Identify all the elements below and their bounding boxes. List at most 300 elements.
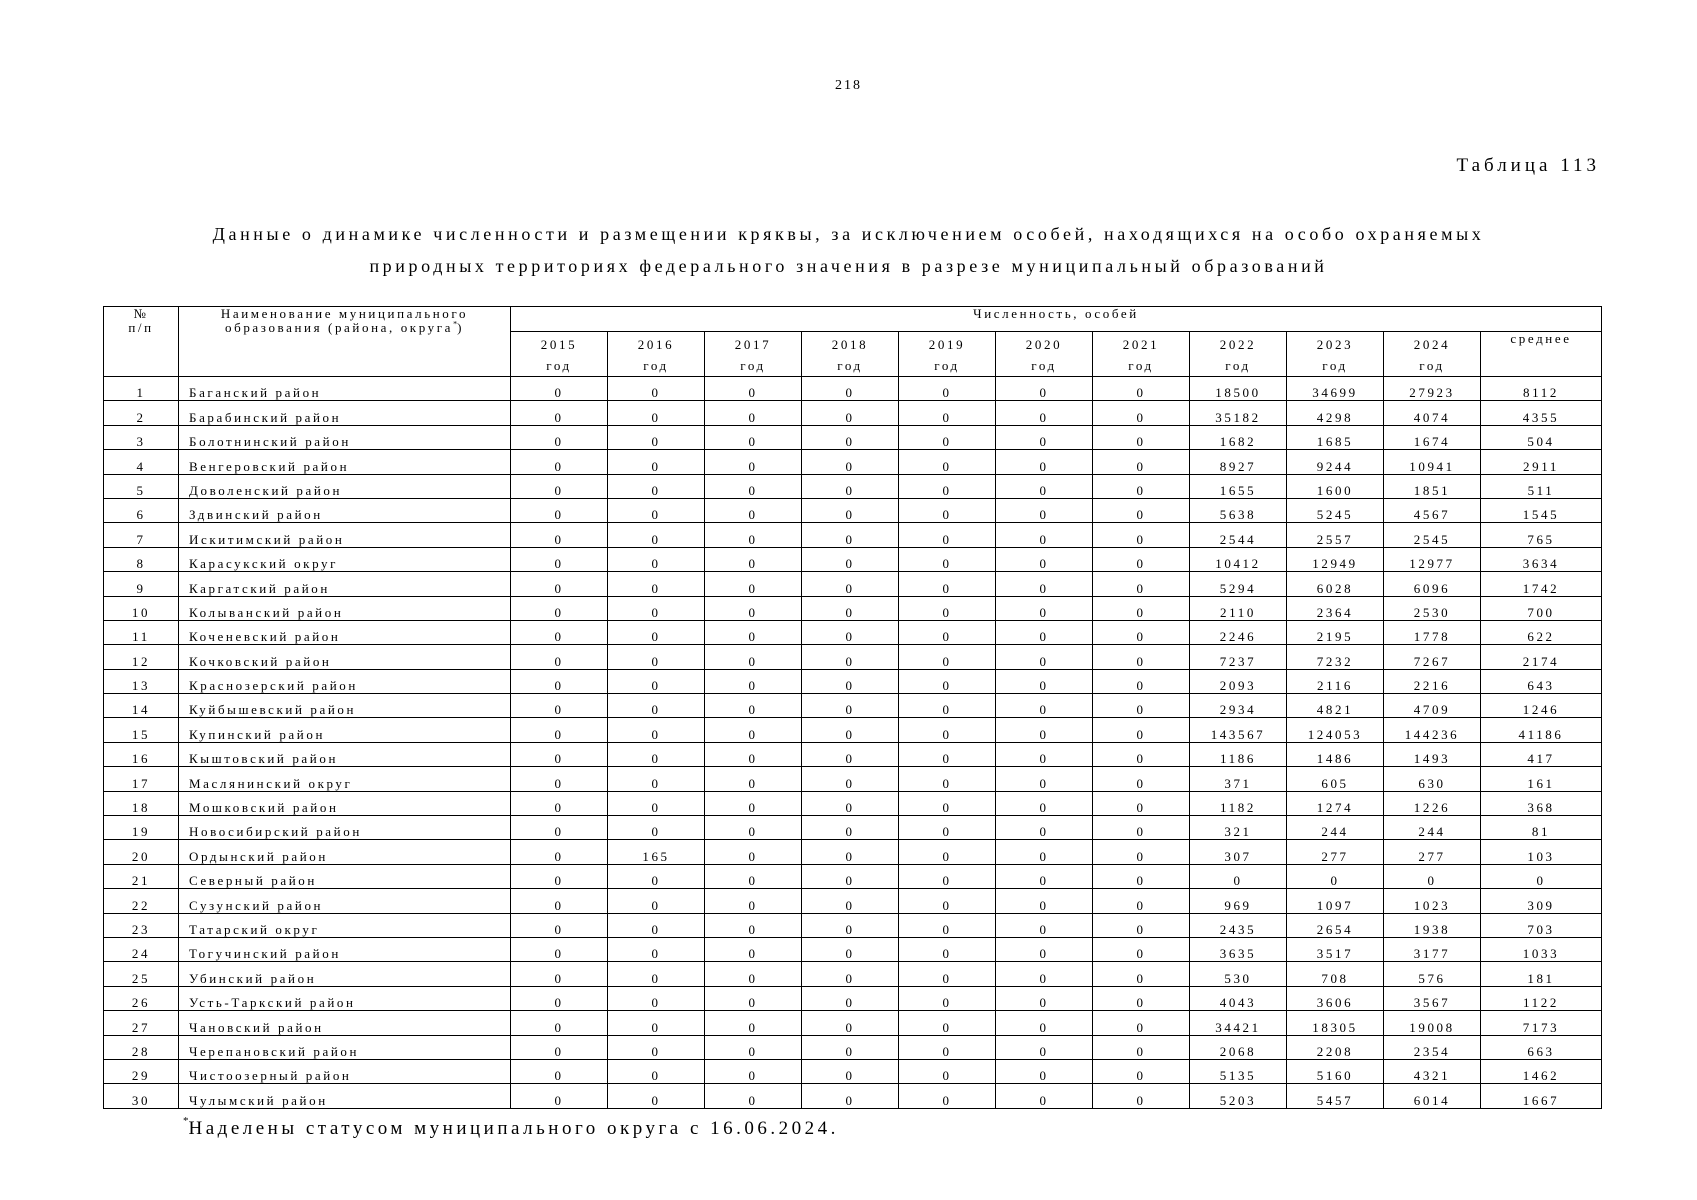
row-municipality-name: Венгеровский район	[179, 450, 511, 474]
row-number: 13	[104, 669, 179, 693]
row-value-2018: 0	[802, 816, 899, 840]
table-row	[104, 864, 1602, 888]
row-value-2019: 0	[899, 523, 996, 547]
row-value-2022: 2110	[1190, 596, 1287, 620]
row-value-2020: 0	[996, 401, 1093, 425]
row-value-2015: 0	[511, 620, 608, 644]
row-value-2021: 0	[1093, 498, 1190, 522]
row-value-2021: 0	[1093, 596, 1190, 620]
row-value-2020: 0	[996, 450, 1093, 474]
row-value-2016: 0	[608, 572, 705, 596]
row-municipality-name: Татарский округ	[179, 913, 511, 937]
row-value-2023: 244	[1287, 816, 1384, 840]
row-number: 30	[104, 1084, 179, 1108]
table-row	[104, 718, 1602, 742]
row-value-2019: 0	[899, 840, 996, 864]
row-value-2021: 0	[1093, 547, 1190, 571]
row-value-2015: 0	[511, 1011, 608, 1035]
row-average: 0	[1481, 864, 1602, 888]
row-value-2023: 4298	[1287, 401, 1384, 425]
row-value-2022: 2435	[1190, 913, 1287, 937]
row-value-2015: 0	[511, 1035, 608, 1059]
header-year-suffix: год	[1322, 358, 1348, 373]
row-number: 11	[104, 620, 179, 644]
header-year-suffix: год	[1225, 358, 1251, 373]
row-value-2022: 5638	[1190, 498, 1287, 522]
row-number: 19	[104, 816, 179, 840]
row-value-2019: 0	[899, 1011, 996, 1035]
row-value-2023: 124053	[1287, 718, 1384, 742]
row-value-2016: 0	[608, 547, 705, 571]
row-number: 12	[104, 645, 179, 669]
table-row	[104, 1035, 1602, 1059]
row-value-2024: 10941	[1384, 450, 1481, 474]
row-value-2017: 0	[705, 913, 802, 937]
row-value-2020: 0	[996, 816, 1093, 840]
row-value-2019: 0	[899, 425, 996, 449]
row-value-2016: 0	[608, 523, 705, 547]
header-year-2015	[511, 332, 608, 377]
row-average: 4355	[1481, 401, 1602, 425]
row-value-2023: 5245	[1287, 498, 1384, 522]
row-value-2020: 0	[996, 791, 1093, 815]
row-value-2019: 0	[899, 1059, 996, 1083]
table-row	[104, 694, 1602, 718]
row-number: 18	[104, 791, 179, 815]
row-average: 2911	[1481, 450, 1602, 474]
row-value-2016: 0	[608, 401, 705, 425]
header-number-line-1: №	[133, 306, 149, 321]
row-value-2018: 0	[802, 986, 899, 1010]
row-value-2021: 0	[1093, 425, 1190, 449]
document-title	[100, 218, 1597, 282]
row-value-2020: 0	[996, 620, 1093, 644]
row-value-2020: 0	[996, 1011, 1093, 1035]
header-year-2020	[996, 332, 1093, 377]
row-value-2021: 0	[1093, 523, 1190, 547]
row-value-2020: 0	[996, 913, 1093, 937]
row-value-2024: 4321	[1384, 1059, 1481, 1083]
row-value-2016: 0	[608, 864, 705, 888]
row-value-2018: 0	[802, 547, 899, 571]
row-value-2022: 2544	[1190, 523, 1287, 547]
row-value-2018: 0	[802, 474, 899, 498]
footnote-mark: *	[183, 1115, 189, 1127]
row-value-2024: 1023	[1384, 889, 1481, 913]
row-value-2020: 0	[996, 425, 1093, 449]
row-value-2024: 4709	[1384, 694, 1481, 718]
row-value-2023: 3606	[1287, 986, 1384, 1010]
row-value-2019: 0	[899, 767, 996, 791]
header-year-suffix: год	[1128, 358, 1154, 373]
row-value-2022: 371	[1190, 767, 1287, 791]
table-row	[104, 962, 1602, 986]
table-row	[104, 669, 1602, 693]
row-municipality-name: Искитимский район	[179, 523, 511, 547]
table-body	[104, 377, 1602, 1109]
row-value-2019: 0	[899, 645, 996, 669]
row-value-2020: 0	[996, 962, 1093, 986]
row-value-2018: 0	[802, 767, 899, 791]
row-value-2015: 0	[511, 791, 608, 815]
table-row	[104, 767, 1602, 791]
row-value-2019: 0	[899, 864, 996, 888]
row-value-2017: 0	[705, 450, 802, 474]
header-number-line-2: п/п	[128, 320, 154, 335]
row-value-2019: 0	[899, 450, 996, 474]
row-municipality-name: Северный район	[179, 864, 511, 888]
row-value-2019: 0	[899, 620, 996, 644]
table-row	[104, 547, 1602, 571]
row-value-2021: 0	[1093, 1035, 1190, 1059]
row-value-2016: 0	[608, 718, 705, 742]
table-row	[104, 1011, 1602, 1035]
row-value-2019: 0	[899, 694, 996, 718]
row-value-2022: 10412	[1190, 547, 1287, 571]
row-value-2016: 0	[608, 620, 705, 644]
row-value-2015: 0	[511, 450, 608, 474]
row-value-2022: 530	[1190, 962, 1287, 986]
row-value-2020: 0	[996, 889, 1093, 913]
row-value-2020: 0	[996, 986, 1093, 1010]
row-value-2022: 2246	[1190, 620, 1287, 644]
row-value-2017: 0	[705, 425, 802, 449]
row-average: 2174	[1481, 645, 1602, 669]
header-average: среднее	[1481, 332, 1602, 377]
row-value-2022: 5203	[1190, 1084, 1287, 1108]
row-value-2015: 0	[511, 1084, 608, 1108]
row-value-2019: 0	[899, 742, 996, 766]
row-value-2022: 2934	[1190, 694, 1287, 718]
row-value-2019: 0	[899, 962, 996, 986]
row-municipality-name: Кочковский район	[179, 645, 511, 669]
row-value-2022: 969	[1190, 889, 1287, 913]
header-year-2021	[1093, 332, 1190, 377]
row-number: 15	[104, 718, 179, 742]
row-value-2021: 0	[1093, 889, 1190, 913]
page-number: 218	[835, 78, 862, 93]
row-value-2015: 0	[511, 986, 608, 1010]
table-row	[104, 742, 1602, 766]
row-value-2024: 2530	[1384, 596, 1481, 620]
row-municipality-name: Новосибирский район	[179, 816, 511, 840]
row-number: 7	[104, 523, 179, 547]
row-value-2018: 0	[802, 913, 899, 937]
row-municipality-name: Баганский район	[179, 377, 511, 401]
row-municipality-name: Убинский район	[179, 962, 511, 986]
row-average: 103	[1481, 840, 1602, 864]
row-value-2016: 0	[608, 767, 705, 791]
row-value-2019: 0	[899, 498, 996, 522]
row-number: 26	[104, 986, 179, 1010]
row-value-2020: 0	[996, 377, 1093, 401]
row-value-2018: 0	[802, 1059, 899, 1083]
header-year-value: 2019	[928, 337, 966, 352]
row-average: 1122	[1481, 986, 1602, 1010]
header-year-value: 2017	[734, 337, 772, 352]
row-value-2018: 0	[802, 523, 899, 547]
row-value-2021: 0	[1093, 913, 1190, 937]
row-municipality-name: Ордынский район	[179, 840, 511, 864]
table-row	[104, 620, 1602, 644]
row-value-2016: 0	[608, 937, 705, 961]
row-value-2023: 2364	[1287, 596, 1384, 620]
row-value-2024: 7267	[1384, 645, 1481, 669]
row-value-2015: 0	[511, 718, 608, 742]
row-number: 6	[104, 498, 179, 522]
table-row	[104, 645, 1602, 669]
row-value-2018: 0	[802, 620, 899, 644]
row-number: 24	[104, 937, 179, 961]
row-value-2024: 2216	[1384, 669, 1481, 693]
row-value-2017: 0	[705, 889, 802, 913]
row-value-2019: 0	[899, 474, 996, 498]
row-value-2015: 0	[511, 498, 608, 522]
row-value-2020: 0	[996, 523, 1093, 547]
row-value-2023: 1600	[1287, 474, 1384, 498]
table-header	[104, 307, 1602, 377]
header-year-2024	[1384, 332, 1481, 377]
row-value-2018: 0	[802, 840, 899, 864]
footnote-text: Наделены статусом муниципального округа с 16.06.2024.	[188, 1118, 839, 1139]
row-value-2021: 0	[1093, 1011, 1190, 1035]
row-municipality-name: Коченевский район	[179, 620, 511, 644]
row-average: 700	[1481, 596, 1602, 620]
row-value-2021: 0	[1093, 718, 1190, 742]
row-value-2018: 0	[802, 596, 899, 620]
row-value-2023: 4821	[1287, 694, 1384, 718]
row-value-2018: 0	[802, 1011, 899, 1035]
row-value-2019: 0	[899, 669, 996, 693]
row-value-2022: 1186	[1190, 742, 1287, 766]
header-year-suffix: год	[546, 358, 572, 373]
row-value-2023: 18305	[1287, 1011, 1384, 1035]
row-value-2020: 0	[996, 742, 1093, 766]
row-value-2019: 0	[899, 937, 996, 961]
row-municipality-name: Черепановский район	[179, 1035, 511, 1059]
row-value-2017: 0	[705, 840, 802, 864]
row-value-2022: 321	[1190, 816, 1287, 840]
row-value-2019: 0	[899, 547, 996, 571]
row-value-2020: 0	[996, 596, 1093, 620]
row-value-2021: 0	[1093, 377, 1190, 401]
table-row	[104, 937, 1602, 961]
header-year-2017	[705, 332, 802, 377]
table-row	[104, 986, 1602, 1010]
row-value-2022: 3635	[1190, 937, 1287, 961]
row-value-2024: 1778	[1384, 620, 1481, 644]
header-year-2019	[899, 332, 996, 377]
row-value-2020: 0	[996, 937, 1093, 961]
row-value-2023: 277	[1287, 840, 1384, 864]
row-value-2017: 0	[705, 474, 802, 498]
row-average: 161	[1481, 767, 1602, 791]
row-value-2016: 0	[608, 694, 705, 718]
row-value-2023: 2208	[1287, 1035, 1384, 1059]
row-value-2022: 35182	[1190, 401, 1287, 425]
row-value-2023: 2195	[1287, 620, 1384, 644]
row-value-2017: 0	[705, 498, 802, 522]
row-value-2018: 0	[802, 718, 899, 742]
row-value-2022: 2093	[1190, 669, 1287, 693]
row-value-2024: 6096	[1384, 572, 1481, 596]
header-year-value: 2023	[1316, 337, 1354, 352]
row-value-2021: 0	[1093, 401, 1190, 425]
row-number: 21	[104, 864, 179, 888]
row-number: 2	[104, 401, 179, 425]
row-value-2015: 0	[511, 767, 608, 791]
row-value-2020: 0	[996, 645, 1093, 669]
row-value-2019: 0	[899, 377, 996, 401]
header-year-suffix: год	[643, 358, 669, 373]
row-value-2021: 0	[1093, 645, 1190, 669]
row-value-2020: 0	[996, 864, 1093, 888]
row-value-2024: 4074	[1384, 401, 1481, 425]
row-municipality-name: Краснозерский район	[179, 669, 511, 693]
table-row	[104, 596, 1602, 620]
row-value-2017: 0	[705, 1084, 802, 1108]
row-value-2018: 0	[802, 645, 899, 669]
row-value-2021: 0	[1093, 474, 1190, 498]
row-average: 765	[1481, 523, 1602, 547]
table-row	[104, 1059, 1602, 1083]
header-year-suffix: год	[1031, 358, 1057, 373]
row-value-2017: 0	[705, 791, 802, 815]
row-value-2017: 0	[705, 669, 802, 693]
row-value-2015: 0	[511, 425, 608, 449]
header-year-value: 2015	[540, 337, 578, 352]
table-row	[104, 816, 1602, 840]
table-row	[104, 889, 1602, 913]
row-value-2015: 0	[511, 816, 608, 840]
table-row	[104, 450, 1602, 474]
row-number: 29	[104, 1059, 179, 1083]
row-value-2018: 0	[802, 694, 899, 718]
row-value-2022: 18500	[1190, 377, 1287, 401]
row-value-2024: 4567	[1384, 498, 1481, 522]
table-row	[104, 377, 1602, 401]
row-value-2024: 27923	[1384, 377, 1481, 401]
row-value-2016: 0	[608, 645, 705, 669]
table-row	[104, 425, 1602, 449]
row-value-2020: 0	[996, 1059, 1093, 1083]
row-value-2021: 0	[1093, 572, 1190, 596]
row-number: 16	[104, 742, 179, 766]
row-value-2019: 0	[899, 572, 996, 596]
header-year-2022	[1190, 332, 1287, 377]
row-value-2021: 0	[1093, 1059, 1190, 1083]
row-value-2019: 0	[899, 913, 996, 937]
row-value-2023: 9244	[1287, 450, 1384, 474]
row-value-2019: 0	[899, 1084, 996, 1108]
row-value-2021: 0	[1093, 1084, 1190, 1108]
row-value-2018: 0	[802, 1084, 899, 1108]
row-value-2022: 4043	[1190, 986, 1287, 1010]
row-value-2022: 2068	[1190, 1035, 1287, 1059]
row-municipality-name: Болотнинский район	[179, 425, 511, 449]
row-value-2020: 0	[996, 767, 1093, 791]
row-value-2018: 0	[802, 498, 899, 522]
header-year-2018	[802, 332, 899, 377]
row-value-2021: 0	[1093, 937, 1190, 961]
row-municipality-name: Здвинский район	[179, 498, 511, 522]
row-value-2024: 144236	[1384, 718, 1481, 742]
row-value-2020: 0	[996, 572, 1093, 596]
row-value-2023: 2654	[1287, 913, 1384, 937]
row-value-2024: 277	[1384, 840, 1481, 864]
row-municipality-name: Доволенский район	[179, 474, 511, 498]
row-value-2016: 0	[608, 889, 705, 913]
header-year-2023	[1287, 332, 1384, 377]
header-name-close: )	[457, 320, 464, 335]
row-municipality-name: Каргатский район	[179, 572, 511, 596]
row-number: 20	[104, 840, 179, 864]
row-value-2015: 0	[511, 645, 608, 669]
row-value-2018: 0	[802, 864, 899, 888]
table-row	[104, 913, 1602, 937]
row-value-2017: 0	[705, 718, 802, 742]
row-value-2015: 0	[511, 669, 608, 693]
row-value-2024: 19008	[1384, 1011, 1481, 1035]
row-value-2021: 0	[1093, 450, 1190, 474]
row-value-2023: 0	[1287, 864, 1384, 888]
row-value-2016: 0	[608, 1011, 705, 1035]
row-value-2024: 1938	[1384, 913, 1481, 937]
row-value-2016: 0	[608, 742, 705, 766]
row-value-2024: 12977	[1384, 547, 1481, 571]
row-number: 4	[104, 450, 179, 474]
table-row	[104, 791, 1602, 815]
row-value-2017: 0	[705, 645, 802, 669]
row-value-2016: 0	[608, 669, 705, 693]
row-municipality-name: Мошковский район	[179, 791, 511, 815]
row-value-2019: 0	[899, 791, 996, 815]
row-value-2019: 0	[899, 401, 996, 425]
row-value-2023: 708	[1287, 962, 1384, 986]
row-value-2023: 34699	[1287, 377, 1384, 401]
row-value-2023: 1486	[1287, 742, 1384, 766]
row-municipality-name: Колыванский район	[179, 596, 511, 620]
table-row	[104, 498, 1602, 522]
row-value-2018: 0	[802, 572, 899, 596]
row-value-2016: 0	[608, 596, 705, 620]
row-number: 22	[104, 889, 179, 913]
row-average: 511	[1481, 474, 1602, 498]
row-municipality-name: Куйбышевский район	[179, 694, 511, 718]
row-number: 5	[104, 474, 179, 498]
row-value-2020: 0	[996, 718, 1093, 742]
row-municipality-name: Карасукский округ	[179, 547, 511, 571]
row-value-2023: 605	[1287, 767, 1384, 791]
row-value-2015: 0	[511, 596, 608, 620]
row-value-2017: 0	[705, 694, 802, 718]
row-number: 14	[104, 694, 179, 718]
row-value-2018: 0	[802, 669, 899, 693]
row-municipality-name: Сузунский район	[179, 889, 511, 913]
row-value-2021: 0	[1093, 791, 1190, 815]
row-value-2024: 3177	[1384, 937, 1481, 961]
row-value-2023: 5457	[1287, 1084, 1384, 1108]
row-value-2017: 0	[705, 864, 802, 888]
row-value-2015: 0	[511, 913, 608, 937]
row-value-2020: 0	[996, 547, 1093, 571]
row-number: 25	[104, 962, 179, 986]
row-value-2020: 0	[996, 498, 1093, 522]
row-average: 663	[1481, 1035, 1602, 1059]
table-row	[104, 572, 1602, 596]
row-value-2020: 0	[996, 694, 1093, 718]
row-average: 417	[1481, 742, 1602, 766]
